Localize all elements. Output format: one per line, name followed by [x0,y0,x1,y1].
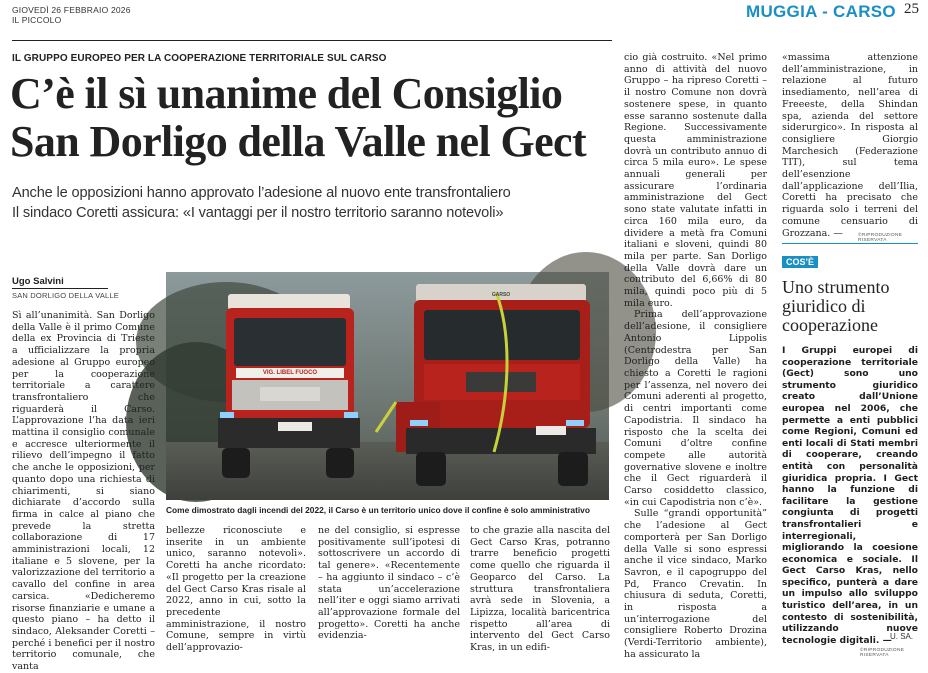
article-column-1 [12,310,155,673]
newspaper-name: IL PICCOLO [12,15,62,25]
copyright-note-2: ©RIPRODUZIONE RISERVATA [860,648,905,658]
left-truck-lettering: VIG. LIBEL FUOCO [262,370,318,376]
column-6-text: «massima attenzione dell’amministrazione, in relazione al futuro insediamento, nell’area di Freeeste, della Shindan spa, azienda del settore siderurgico». In risposta al consigliere Giorgio Marchesich (Federazione TIT), sul tema dell’esenzione dall’applicazione dell’Ilia, Coretti ha precisato che riguarda solo i terreni del comune censuario di Grozzana. — [782,52,918,239]
copyright-note-1: ©RIPRODUZIONE RISERVATA [858,233,903,243]
article-column-3 [318,525,460,658]
subheadline-line-2: Il sindaco Coretti assicura: «I vantaggi per il nostro territorio saranno notevoli» [12,205,504,221]
sidebar-rule [782,243,918,244]
column-3-text: ne del consiglio, si espresse positivamente sull’ipotesi di sottoscrivere un accordo di tal genere». «Recentemente – ha aggiunto il sindaco – c’è stata un’accelerazione nell’iter e oggi siamo arrivati all’approvazione formale del progetto». Coretti ha anche evidenzia- [318,525,460,642]
column-2-text: bellezze riconosciute e inserite in un ambiente unico, saranno notevoli». Coretti ha anche ricordato: «Il progetto per la creazione del Gect Carso Kras risale al 2022, anno in cui, sotto la precedente amministrazione, il nostro Comune, sempre in virtù dell’approvazio- [166,525,306,654]
column-5-paragraph-1: cio già costruito. «Nel primo anno di attività del nuovo Gruppo – ha ripreso Coretti – il nostro Comune non dovrà sostenere spese, in quanto esse saranno sostenute dalla Regione. Successivamente questa amministrazione dovrà un contributo annuo di circa 5 mila euro». Le spese annuali generali per assicurare l’ordinaria amministrazione del Gect sono state valutate infatti in circa 160 mila euro, da dividere a metà fra Comuni italiani e sloveni, quindi 80 mila per parte. San Dorligo della Valle dovrà dare un contributo del 6,66% di 80 mila, quindi poco più di 5 mila euro. [624,52,767,309]
subheadline-line-1: Anche le opposizioni hanno approvato l’adesione al nuovo ente transfrontaliero [12,185,511,201]
sidebar-signature: U. SA. [890,632,914,641]
fire-trucks-photo [166,272,609,500]
author: Ugo Salvini [12,276,64,287]
photo-caption: Come dimostrato dagli incendi del 2022, il Carso è un territorio unico dove il confine è solo amministrativo [166,505,590,515]
sidebar-body: I Gruppi europei di cooperazione territoriale (Gect) sono uno strumento giuridico creato dall’Unione europea nel 2006, che permette a enti pubblici come Regioni, Comuni ed enti locali di Stati membri di cooperare, creando entità con personalità giuridica propria. I Gect hanno la funzione di facilitare la gestione congiunta di progetti transfrontalieri e interregionali, migliorando la coesione economica e sociale. Il Gect Carso Kras, nello specifico, punterà a dare un impulso allo sviluppo turistico dell’area, in un contesto di sostenibilità, utilizzando nuove tecnologie digitali. — [782,345,918,646]
page-number: 25 [904,1,919,17]
headline-line-2: San Dorligo della Valle nel Gect [10,117,587,166]
column-4-text: to che grazie alla nascita del Gect Carso Kras, potranno trarre beneficio progetti come quello che riguarda il Geoparco del Carso. La struttura transfrontaliera avrà sede in Slovenia, a Lipizza, località baricentrica rispetto all’area di intervento del Gect Carso Kras, in un edifi- [470,525,610,654]
column-5-paragraph-2: Prima dell’approvazione dell’adesione, il consigliere Antonio Lippolis (Centrodestra per San Dorligo della Valle) ha chiesto a Coretti le ragioni per l’assenza, nel novero dei Comuni aderenti al progetto, di centri importanti come Capodistria. Il sindaco ha risposto che la scelta dei Comuni d’oltre confine compete alle autorità governative slovene e inoltre che il Gect riguarderà il Carso cosiddetto classico, «in cui Capodistria non c’è». [624,309,767,508]
byline-rule [12,288,108,289]
article-column-2 [166,525,306,658]
article-column-4 [470,525,610,658]
sidebar-tag: COS’È [782,256,818,268]
right-truck-lettering: GARSO [491,292,511,298]
column-1-text: Sì all’unanimità. San Dorligo della Valle è il primo Comune della ex Provincia di Trieste a ufficializzare la propria adesione al Gruppo europeo per la cooperazione territoriale a carattere transfrontaliero che riguarderà il Carso. L’approvazione l’ha data ieri mattina il consiglio comunale e accresce ulteriormente il rilievo dell’impegno il fatto che anche le opposizioni, per quanto dopo una richiesta di chiarimenti, si siano dichiarate d’accordo sulla firma in calce al piano che prevede la stretta collaborazione di 17 amministrazioni locali, 12 italiane e 5 slovene, per la valorizzazione del territorio a cavallo del confine in area carsica. «Dedicheremo risorse finanziarie e umane a questo piano – ha detto il sindaco, Aleksander Coretti – perché i benefici per il nostro territorio comunale, che vanta [12,310,155,673]
issue-date: GIOVEDÌ 26 FEBBRAIO 2026 [12,5,131,15]
headline-line-1: C’è il sì unanime del Consiglio [10,69,563,118]
article-column-5 [624,52,767,658]
column-5-paragraph-3: Sulle “grandi opportunità” che l’adesione al Gect comporterà per San Dorligo della Valle si sono espressi anche il vice sindaco, Marko Savron, e il capogruppo del Pd, Franco Crevatin. In chiusura di seduta, Coretti, in risposta a un’interrogazione del consigliere Roberto Drozina (Verdi-Territorio ambiente), ha assicurato la [624,508,767,660]
section-title: MUGGIA - CARSO [746,2,896,21]
sidebar-title: Uno strumento giuridico di cooperazione [782,277,890,335]
kicker: IL GRUPPO EUROPEO PER LA COOPERAZIONE TERRITORIALE SUL CARSO [12,53,387,64]
top-rule [12,40,612,41]
dateline: SAN DORLIGO DELLA VALLE [12,291,120,300]
